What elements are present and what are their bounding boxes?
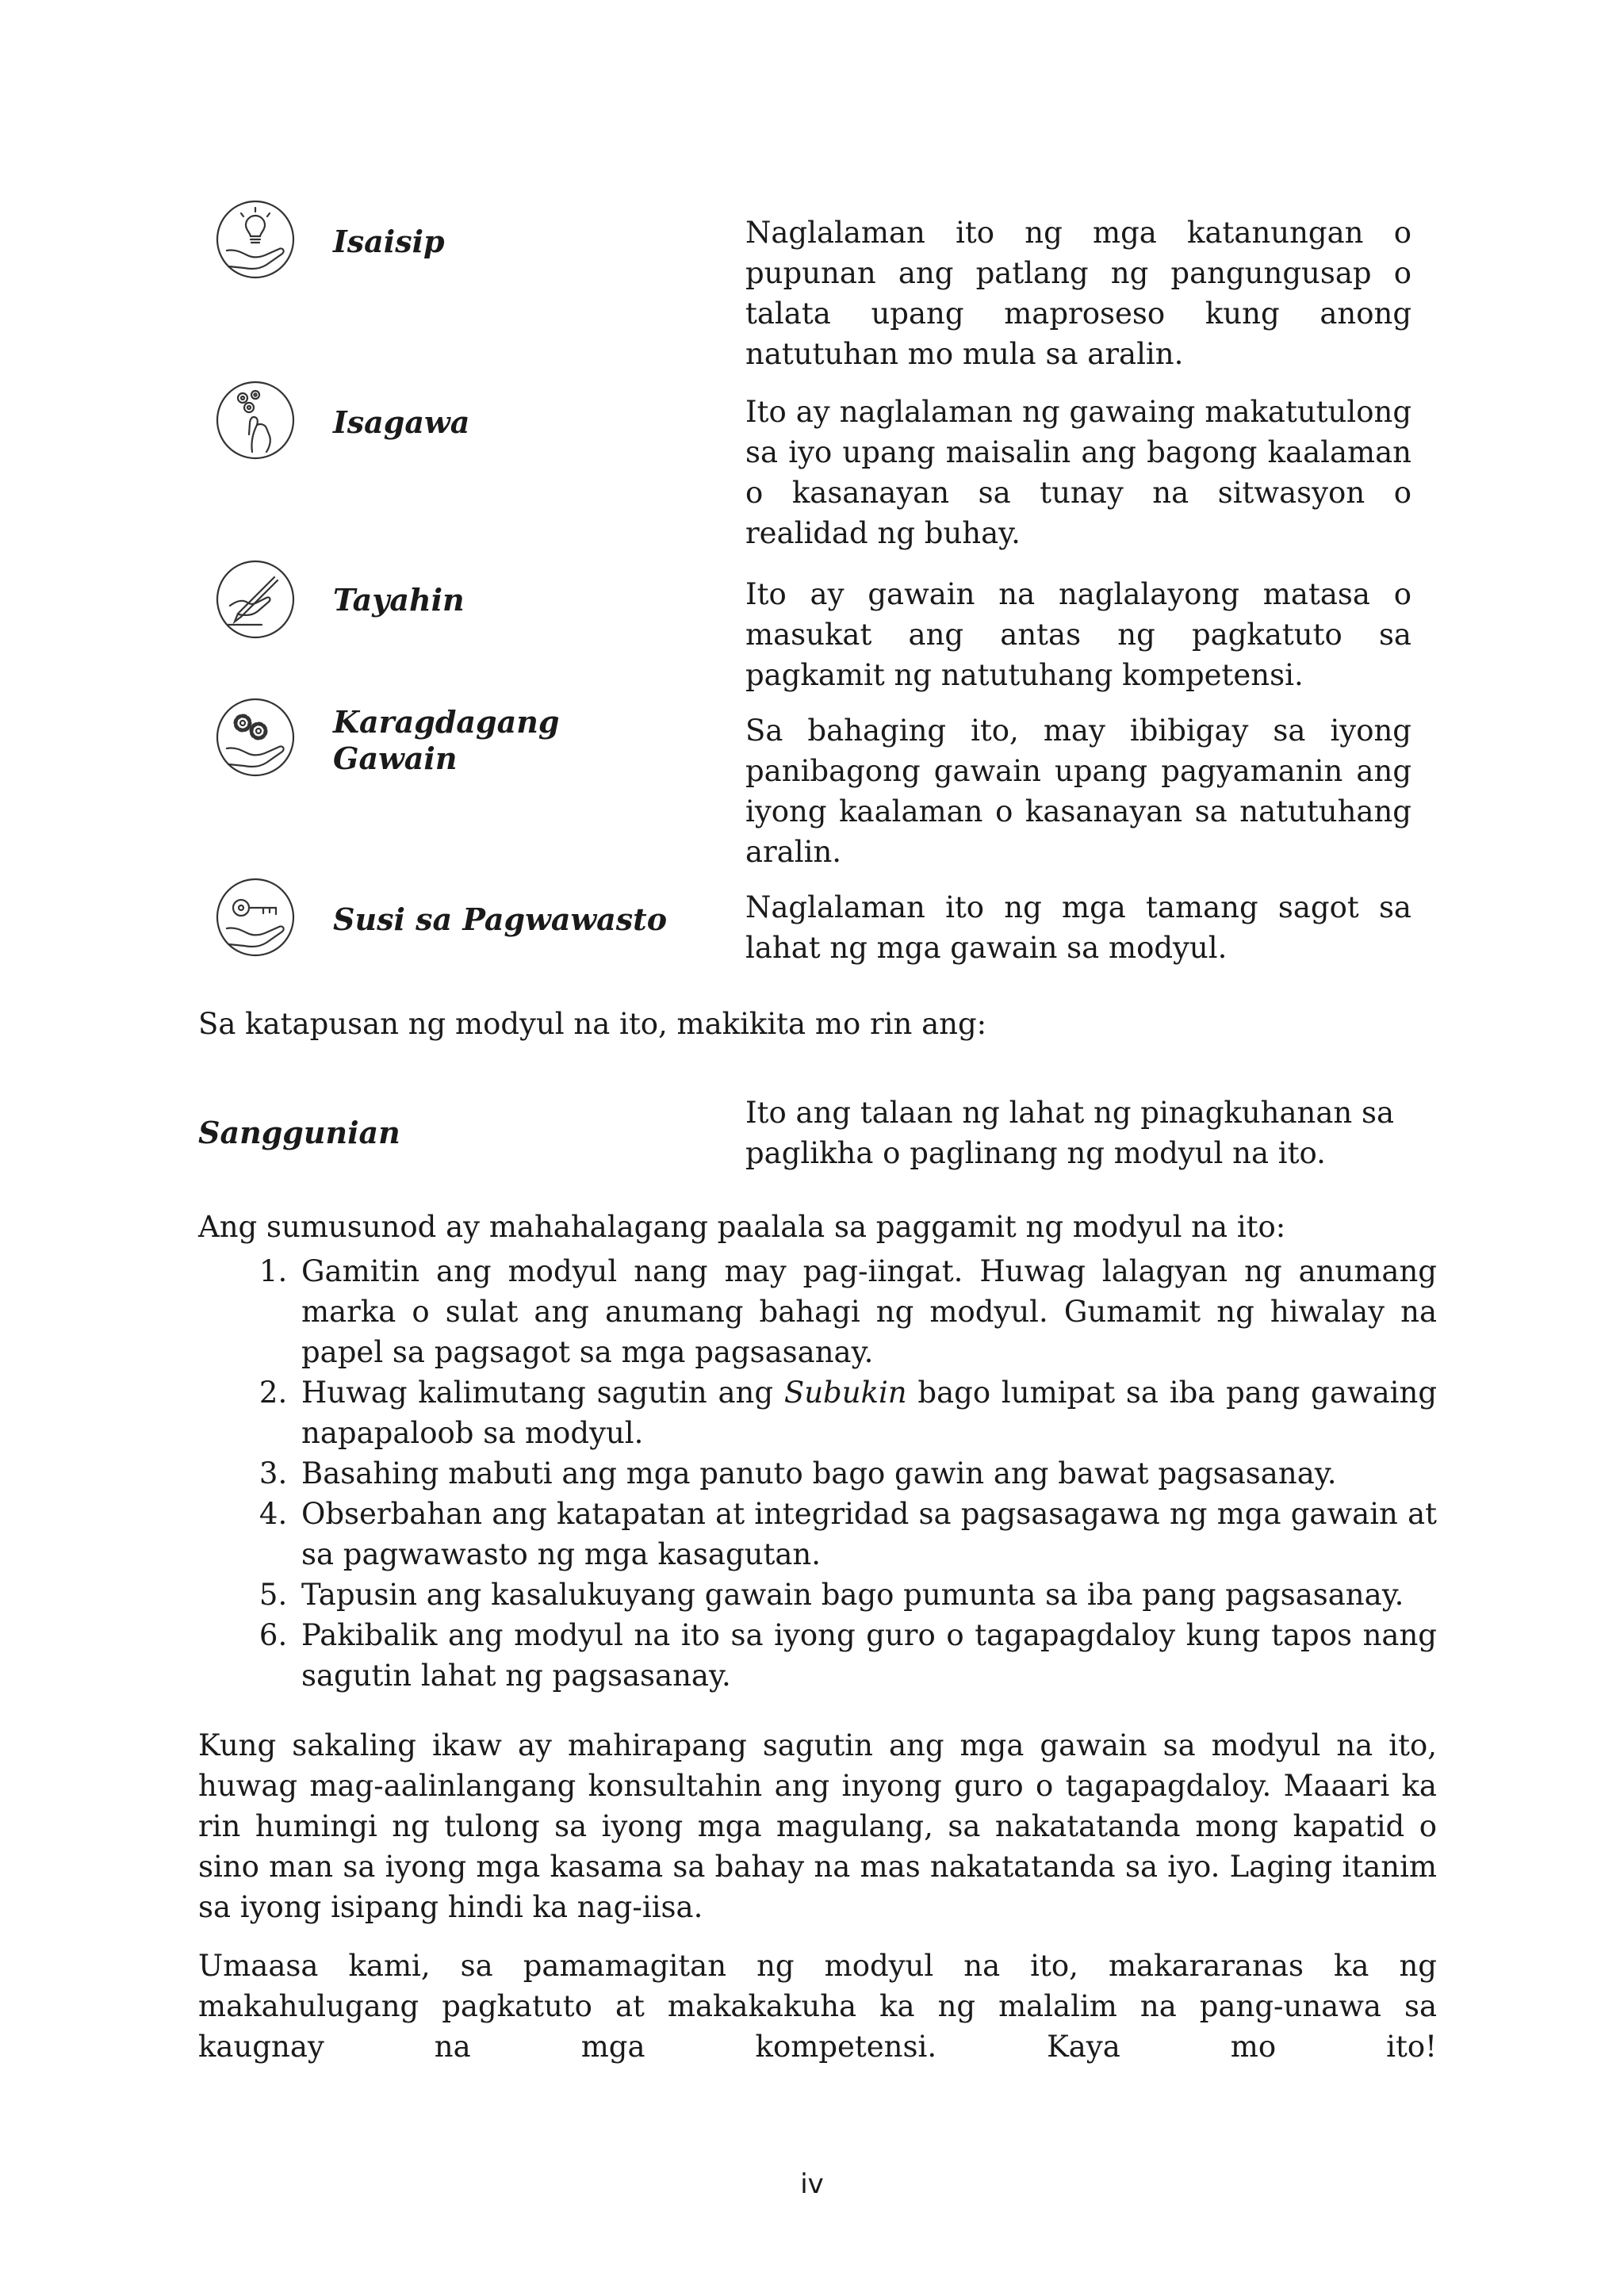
reminder-text: Huwag kalimutang sagutin ang <box>301 1376 784 1410</box>
end-intro: Sa katapusan ng modyul na ito, makikita mo rin ang: <box>198 1007 987 1041</box>
reminder-item: 4. Obserbahan ang katapatan at integridad sa pagsasagawa ng mga gawain at sa pagwawasto ng mga kasagutan. <box>297 1494 1437 1575</box>
sanggunian-description: Ito ang talaan ng lahat ng pinagkuhanan sa paglikha o paglinang ng modyul na ito. <box>745 1096 1395 1170</box>
cogs-hand-icon <box>214 696 297 779</box>
section-title: Isaisip <box>333 224 445 259</box>
section-description: Sa bahaging ito, may ibibigay sa iyong panibagong gawain upang pagyamanin ang iyong kaalaman o kasanayan sa natutuhang aralin. <box>745 714 1411 869</box>
section-description: Naglalaman ito ng mga tamang sagot sa lahat ng mga gawain sa modyul. <box>745 890 1411 965</box>
key-hand-icon <box>214 876 297 959</box>
reminders-list <box>198 1251 1437 1696</box>
help-paragraph: Kung sakaling ikaw ay mahirapang sagutin ang mga gawain sa modyul na ito, huwag mag-aalinlangang konsultahin ang inyong guro o tagapagdaloy. Maaari ka rin humingi ng tulong sa iyong mga magulang, sa nakatatanda mong kapatid o sino man sa iyong mga kasama sa bahay na mas nakatatanda sa iyo. Laging itanim sa iyong isipang hindi ka nag-iisa. <box>198 1728 1437 1924</box>
reminder-item <box>297 1372 1437 1453</box>
reminder-text: bago lumipat sa iba pang gawaing napapaloob sa modyul. <box>301 1376 1437 1450</box>
section-title-line-1: Karagdagang <box>333 704 560 740</box>
page-number: iv <box>800 2168 824 2200</box>
gears-hand-icon <box>214 379 297 461</box>
reminder-item: 5. Tapusin ang kasalukuyang gawain bago pumunta sa iba pang pagsasanay. <box>297 1575 1437 1615</box>
section-title-line-2: Gawain <box>333 740 458 776</box>
reminder-item: 6. Pakibalik ang modyul na ito sa iyong guro o tagapagdaloy kung tapos nang sagutin lahat ng pagsasanay. <box>297 1615 1437 1696</box>
pen-hand-icon <box>214 558 297 641</box>
reminders-intro: Ang sumusunod ay mahahalagang paalala sa paggamit ng modyul na ito: <box>198 1210 1286 1244</box>
section-title <box>333 704 559 777</box>
section-description: Naglalaman ito ng mga katanungan o pupunan ang patlang ng pangungusap o talata upang maproseso kung anong natutuhan mo mula sa aralin. <box>745 216 1411 371</box>
reminder-item: 3. Basahing mabuti ang mga panuto bago gawin ang bawat pagsasanay. <box>297 1453 1437 1494</box>
reminder-item: 1. Gamitin ang modyul nang may pag-iingat. Huwag lalagyan ng anumang marka o sulat ang anumang bahagi ng modyul. Gumamit ng hiwalay na papel sa pagsagot sa mga pagsasanay. <box>297 1251 1437 1372</box>
section-title: Tayahin <box>333 582 465 618</box>
section-description: Ito ay gawain na naglalayong matasa o masukat ang antas ng pagkatuto sa pagkamit ng natutuhang kompetensi. <box>745 577 1411 692</box>
section-title: Isagawa <box>333 404 470 440</box>
closing-paragraph: Umaasa kami, sa pamamagitan ng modyul na ito, makararanas ka ng makahulugang pagkatuto at makakakuha ka ng malalim na pang-unawa sa kaugnay na mga kompetensi. Kaya mo ito! <box>198 1949 1437 2064</box>
reminder-emphasis: Subukin <box>783 1376 907 1410</box>
section-description: Ito ay naglalaman ng gawaing makatutulong sa iyo upang maisalin ang bagong kaalaman o kasanayan sa tunay na sitwasyon o realidad ng buhay. <box>745 395 1411 550</box>
section-title: Susi sa Pagwawasto <box>333 901 668 937</box>
lightbulb-hand-icon <box>214 198 297 281</box>
sanggunian-title: Sanggunian <box>198 1115 400 1150</box>
